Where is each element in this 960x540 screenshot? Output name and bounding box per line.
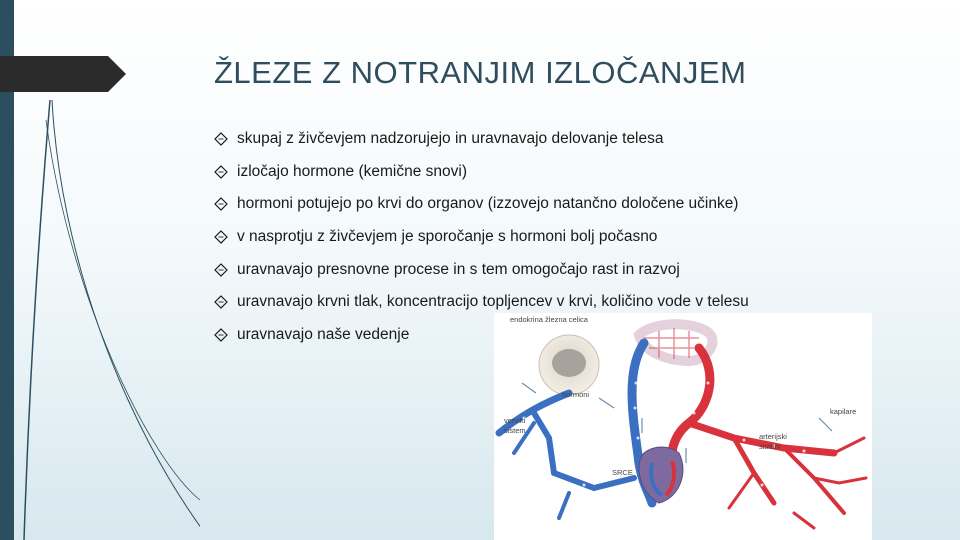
- bullet-item: [214, 253, 749, 286]
- gland-cell-label: endokrina žlezna celica: [510, 315, 588, 324]
- bullet-item: [214, 156, 749, 189]
- bullet-text: skupaj z živčevjem nadzorujejo in uravnavajo delovanje telesa: [237, 130, 664, 148]
- slide-title: ŽLEZE Z NOTRANJIM IZLOČANJEM: [214, 55, 747, 90]
- arterial-label-line2: sistem: [759, 442, 781, 451]
- bullet-text: izločajo hormone (kemične snovi): [237, 162, 468, 180]
- heart-label: SRCE: [612, 468, 633, 477]
- diamond-bullet-icon: [214, 295, 228, 309]
- arterial-label-line1: arterijski: [759, 432, 787, 441]
- bullet-item: [214, 221, 749, 254]
- venous-label-line2: sistem: [504, 426, 526, 435]
- diamond-bullet-icon: [214, 263, 228, 277]
- circulation-diagram: [494, 313, 872, 540]
- bullet-text: hormoni potujejo po krvi do organov (izzovejo natančno določene učinke): [237, 195, 739, 213]
- bullet-text: uravnavajo krvni tlak, koncentracijo topljencev v krvi, količino vode v telesu: [237, 293, 749, 311]
- hormones-label: hormoni: [562, 390, 590, 399]
- diamond-bullet-icon: [214, 328, 228, 342]
- diamond-bullet-icon: [214, 230, 228, 244]
- capillaries-label: kapilare: [830, 407, 857, 416]
- bullet-text: uravnavajo presnovne procese in s tem omogočajo rast in razvoj: [237, 260, 680, 278]
- diamond-bullet-icon: [214, 197, 228, 211]
- bullet-text: v nasprotju z živčevjem je sporočanje s hormoni bolj počasno: [237, 228, 658, 246]
- venous-label-line1: venski: [504, 416, 526, 425]
- title-arrow-marker: [0, 56, 126, 92]
- circulation-illustration: [494, 313, 872, 540]
- bullet-item: [214, 188, 749, 221]
- bullet-item: [214, 123, 749, 156]
- bullet-text: uravnavajo naše vedenje: [237, 325, 410, 343]
- gland-cell-icon: [539, 335, 599, 395]
- diamond-bullet-icon: [214, 165, 228, 179]
- diamond-bullet-icon: [214, 132, 228, 146]
